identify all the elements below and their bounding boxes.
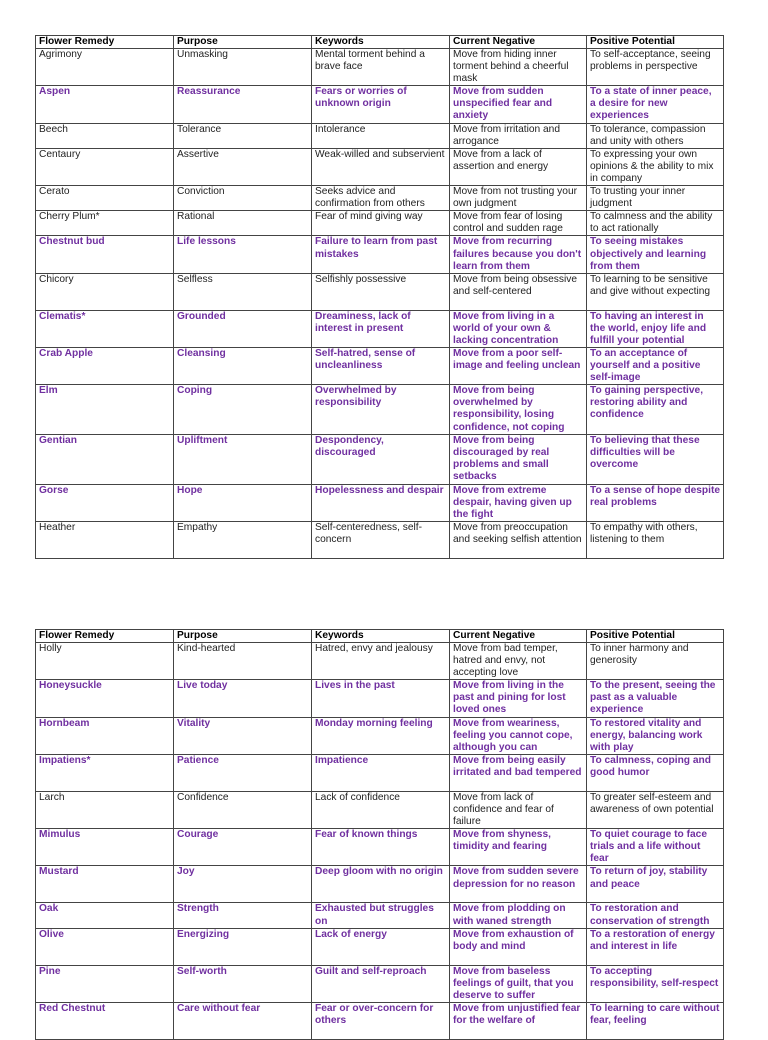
positive-potential-cell: To learning to be sensitive and give without expecting bbox=[587, 273, 724, 310]
column-header: Keywords bbox=[312, 36, 450, 49]
table-row bbox=[36, 928, 724, 965]
keywords-cell: Fear of mind giving way bbox=[312, 211, 450, 236]
current-negative-cell: Move from shyness, timidity and fearing bbox=[450, 829, 587, 866]
purpose-cell: Courage bbox=[174, 829, 312, 866]
positive-potential-cell: To inner harmony and generosity bbox=[587, 643, 724, 680]
remedy-name-cell: Hornbeam bbox=[36, 717, 174, 754]
remedy-name-cell: Clematis* bbox=[36, 310, 174, 347]
keywords-cell: Despondency, discouraged bbox=[312, 434, 450, 484]
purpose-cell: Joy bbox=[174, 866, 312, 903]
purpose-cell: Energizing bbox=[174, 928, 312, 965]
current-negative-cell: Move from hiding inner torment behind a cheerful mask bbox=[450, 49, 587, 86]
table-row bbox=[36, 717, 724, 754]
positive-potential-cell: To calmness and the ability to act rationally bbox=[587, 211, 724, 236]
positive-potential-cell: To self-acceptance, seeing problems in perspective bbox=[587, 49, 724, 86]
remedy-name-cell: Heather bbox=[36, 521, 174, 558]
table-row bbox=[36, 310, 724, 347]
keywords-cell: Selfishly possessive bbox=[312, 273, 450, 310]
remedy-name-cell: Cherry Plum* bbox=[36, 211, 174, 236]
purpose-cell: Coping bbox=[174, 385, 312, 434]
purpose-cell: Kind-hearted bbox=[174, 643, 312, 680]
positive-potential-cell: To seeing mistakes objectively and learning from them bbox=[587, 236, 724, 273]
remedy-name-cell: Gentian bbox=[36, 434, 174, 484]
column-header: Positive Potential bbox=[587, 36, 724, 49]
column-header: Current Negative bbox=[450, 36, 587, 49]
remedy-name-cell: Red Chestnut bbox=[36, 1002, 174, 1039]
purpose-cell: Live today bbox=[174, 680, 312, 717]
table-row bbox=[36, 211, 724, 236]
purpose-cell: Self-worth bbox=[174, 965, 312, 1002]
table-row bbox=[36, 385, 724, 434]
current-negative-cell: Move from being easily irritated and bad tempered bbox=[450, 754, 587, 791]
purpose-cell: Vitality bbox=[174, 717, 312, 754]
purpose-cell: Assertive bbox=[174, 148, 312, 185]
keywords-cell: Hopelessness and despair bbox=[312, 484, 450, 521]
column-header: Flower Remedy bbox=[36, 630, 174, 643]
remedy-name-cell: Mustard bbox=[36, 866, 174, 903]
header-row bbox=[36, 630, 724, 643]
current-negative-cell: Move from exhaustion of body and mind bbox=[450, 928, 587, 965]
table-row bbox=[36, 754, 724, 791]
remedy-name-cell: Beech bbox=[36, 123, 174, 148]
keywords-cell: Hatred, envy and jealousy bbox=[312, 643, 450, 680]
positive-potential-cell: To quiet courage to face trials and a life without fear bbox=[587, 829, 724, 866]
remedy-table-1 bbox=[35, 35, 724, 559]
keywords-cell: Monday morning feeling bbox=[312, 717, 450, 754]
table-row bbox=[36, 903, 724, 928]
current-negative-cell: Move from preoccupation and seeking selfish attention bbox=[450, 521, 587, 558]
purpose-cell: Selfless bbox=[174, 273, 312, 310]
keywords-cell: Mental torment behind a brave face bbox=[312, 49, 450, 86]
purpose-cell: Tolerance bbox=[174, 123, 312, 148]
current-negative-cell: Move from being obsessive and self-centered bbox=[450, 273, 587, 310]
table-row bbox=[36, 1002, 724, 1039]
purpose-cell: Conviction bbox=[174, 186, 312, 211]
current-negative-cell: Move from not trusting your own judgment bbox=[450, 186, 587, 211]
keywords-cell: Dreaminess, lack of interest in present bbox=[312, 310, 450, 347]
remedy-name-cell: Cerato bbox=[36, 186, 174, 211]
remedy-name-cell: Oak bbox=[36, 903, 174, 928]
positive-potential-cell: To return of joy, stability and peace bbox=[587, 866, 724, 903]
column-header: Purpose bbox=[174, 36, 312, 49]
header-row bbox=[36, 36, 724, 49]
table-row bbox=[36, 521, 724, 558]
purpose-cell: Rational bbox=[174, 211, 312, 236]
positive-potential-cell: To learning to care without fear, feeling bbox=[587, 1002, 724, 1039]
remedy-name-cell: Larch bbox=[36, 791, 174, 828]
positive-potential-cell: To restored vitality and energy, balancing work with play bbox=[587, 717, 724, 754]
current-negative-cell: Move from living in a world of your own & lacking concentration bbox=[450, 310, 587, 347]
current-negative-cell: Move from sudden unspecified fear and anxiety bbox=[450, 86, 587, 123]
table-row bbox=[36, 123, 724, 148]
current-negative-cell: Move from bad temper, hatred and envy, not accepting love bbox=[450, 643, 587, 680]
current-negative-cell: Move from a lack of assertion and energy bbox=[450, 148, 587, 185]
keywords-cell: Seeks advice and confirmation from others bbox=[312, 186, 450, 211]
keywords-cell: Impatience bbox=[312, 754, 450, 791]
positive-potential-cell: To gaining perspective, restoring ability and confidence bbox=[587, 385, 724, 434]
remedy-name-cell: Agrimony bbox=[36, 49, 174, 86]
current-negative-cell: Move from recurring failures because you don't learn from them bbox=[450, 236, 587, 273]
table-row bbox=[36, 965, 724, 1002]
current-negative-cell: Move from sudden severe depression for no reason bbox=[450, 866, 587, 903]
purpose-cell: Grounded bbox=[174, 310, 312, 347]
table-row bbox=[36, 791, 724, 828]
current-negative-cell: Move from baseless feelings of guilt, that you deserve to suffer bbox=[450, 965, 587, 1002]
keywords-cell: Guilt and self-reproach bbox=[312, 965, 450, 1002]
purpose-cell: Upliftment bbox=[174, 434, 312, 484]
purpose-cell: Reassurance bbox=[174, 86, 312, 123]
remedy-name-cell: Pine bbox=[36, 965, 174, 1002]
positive-potential-cell: To expressing your own opinions & the ability to mix in company bbox=[587, 148, 724, 185]
purpose-cell: Hope bbox=[174, 484, 312, 521]
column-header: Purpose bbox=[174, 630, 312, 643]
table-row bbox=[36, 186, 724, 211]
keywords-cell: Deep gloom with no origin bbox=[312, 866, 450, 903]
keywords-cell: Weak-willed and subservient bbox=[312, 148, 450, 185]
remedy-table-2 bbox=[35, 629, 724, 1040]
remedy-name-cell: Aspen bbox=[36, 86, 174, 123]
current-negative-cell: Move from fear of losing control and sudden rage bbox=[450, 211, 587, 236]
keywords-cell: Overwhelmed by responsibility bbox=[312, 385, 450, 434]
remedy-name-cell: Crab Apple bbox=[36, 347, 174, 384]
table-row bbox=[36, 829, 724, 866]
current-negative-cell: Move from weariness, feeling you cannot cope, although you can bbox=[450, 717, 587, 754]
purpose-cell: Strength bbox=[174, 903, 312, 928]
remedy-name-cell: Elm bbox=[36, 385, 174, 434]
current-negative-cell: Move from unjustified fear for the welfare of bbox=[450, 1002, 587, 1039]
purpose-cell: Cleansing bbox=[174, 347, 312, 384]
keywords-cell: Lives in the past bbox=[312, 680, 450, 717]
remedy-name-cell: Chicory bbox=[36, 273, 174, 310]
current-negative-cell: Move from lack of confidence and fear of failure bbox=[450, 791, 587, 828]
table-row bbox=[36, 49, 724, 86]
positive-potential-cell: To believing that these difficulties will be overcome bbox=[587, 434, 724, 484]
keywords-cell: Lack of energy bbox=[312, 928, 450, 965]
positive-potential-cell: To restoration and conservation of strength bbox=[587, 903, 724, 928]
keywords-cell: Exhausted but struggles on bbox=[312, 903, 450, 928]
positive-potential-cell: To a restoration of energy and interest in life bbox=[587, 928, 724, 965]
column-header: Flower Remedy bbox=[36, 36, 174, 49]
table-row bbox=[36, 680, 724, 717]
keywords-cell: Fear of known things bbox=[312, 829, 450, 866]
positive-potential-cell: To the present, seeing the past as a valuable experience bbox=[587, 680, 724, 717]
table-row bbox=[36, 86, 724, 123]
purpose-cell: Life lessons bbox=[174, 236, 312, 273]
remedy-name-cell: Gorse bbox=[36, 484, 174, 521]
table-row bbox=[36, 484, 724, 521]
remedy-name-cell: Olive bbox=[36, 928, 174, 965]
remedy-name-cell: Holly bbox=[36, 643, 174, 680]
keywords-cell: Fears or worries of unknown origin bbox=[312, 86, 450, 123]
positive-potential-cell: To trusting your inner judgment bbox=[587, 186, 724, 211]
current-negative-cell: Move from being overwhelmed by responsibility, losing confidence, not coping bbox=[450, 385, 587, 434]
table-row bbox=[36, 148, 724, 185]
table-row bbox=[36, 866, 724, 903]
table-row bbox=[36, 347, 724, 384]
positive-potential-cell: To an acceptance of yourself and a positive self-image bbox=[587, 347, 724, 384]
current-negative-cell: Move from plodding on with waned strength bbox=[450, 903, 587, 928]
positive-potential-cell: To having an interest in the world, enjoy life and fulfill your potential bbox=[587, 310, 724, 347]
table-row bbox=[36, 236, 724, 273]
keywords-cell: Self-hatred, sense of uncleanliness bbox=[312, 347, 450, 384]
positive-potential-cell: To a sense of hope despite real problems bbox=[587, 484, 724, 521]
table-row bbox=[36, 643, 724, 680]
remedy-name-cell: Chestnut bud bbox=[36, 236, 174, 273]
positive-potential-cell: To tolerance, compassion and unity with others bbox=[587, 123, 724, 148]
current-negative-cell: Move from a poor self-image and feeling unclean bbox=[450, 347, 587, 384]
remedy-name-cell: Honeysuckle bbox=[36, 680, 174, 717]
remedy-name-cell: Impatiens* bbox=[36, 754, 174, 791]
purpose-cell: Care without fear bbox=[174, 1002, 312, 1039]
keywords-cell: Fear or over-concern for others bbox=[312, 1002, 450, 1039]
positive-potential-cell: To greater self-esteem and awareness of own potential bbox=[587, 791, 724, 828]
table-body bbox=[36, 49, 724, 559]
table-row bbox=[36, 273, 724, 310]
column-header: Current Negative bbox=[450, 630, 587, 643]
purpose-cell: Unmasking bbox=[174, 49, 312, 86]
purpose-cell: Confidence bbox=[174, 791, 312, 828]
keywords-cell: Failure to learn from past mistakes bbox=[312, 236, 450, 273]
keywords-cell: Intolerance bbox=[312, 123, 450, 148]
current-negative-cell: Move from extreme despair, having given up the fight bbox=[450, 484, 587, 521]
current-negative-cell: Move from irritation and arrogance bbox=[450, 123, 587, 148]
keywords-cell: Self-centeredness, self-concern bbox=[312, 521, 450, 558]
positive-potential-cell: To empathy with others, listening to them bbox=[587, 521, 724, 558]
column-header: Positive Potential bbox=[587, 630, 724, 643]
purpose-cell: Patience bbox=[174, 754, 312, 791]
remedy-name-cell: Centaury bbox=[36, 148, 174, 185]
table-row bbox=[36, 434, 724, 484]
positive-potential-cell: To accepting responsibility, self-respect bbox=[587, 965, 724, 1002]
table-body bbox=[36, 643, 724, 1040]
column-header: Keywords bbox=[312, 630, 450, 643]
positive-potential-cell: To calmness, coping and good humor bbox=[587, 754, 724, 791]
current-negative-cell: Move from being discouraged by real problems and small setbacks bbox=[450, 434, 587, 484]
current-negative-cell: Move from living in the past and pining for lost loved ones bbox=[450, 680, 587, 717]
keywords-cell: Lack of confidence bbox=[312, 791, 450, 828]
positive-potential-cell: To a state of inner peace, a desire for new experiences bbox=[587, 86, 724, 123]
remedy-name-cell: Mimulus bbox=[36, 829, 174, 866]
purpose-cell: Empathy bbox=[174, 521, 312, 558]
